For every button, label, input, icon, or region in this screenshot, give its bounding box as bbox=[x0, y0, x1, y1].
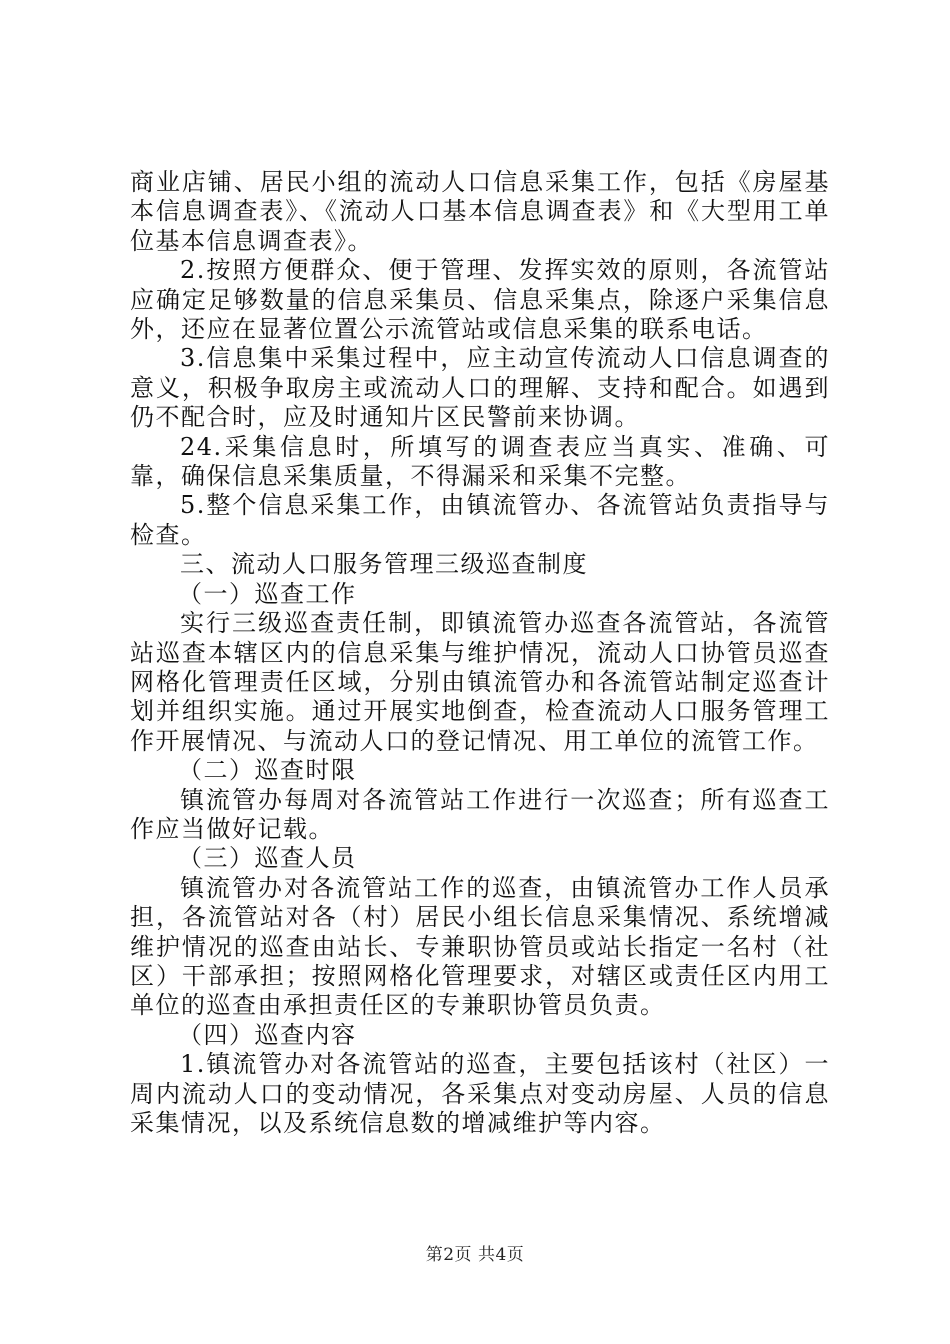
paragraph-9: 1.镇流管办对各流管站的巡查，主要包括该村（社区）一周内流动人口的变动情况，各采集点对变动房屋、人员的信息采集情况，以及系统信息数的增减维护等内容。 bbox=[130, 1050, 830, 1137]
document-body bbox=[130, 168, 830, 1138]
paragraph-3: 3.信息集中采集过程中，应主动宣传流动人口信息调查的意义，积极争取房主或流动人口的理解、支持和配合。如遇到仍不配合时，应及时通知片区民警前来协调。 bbox=[130, 344, 830, 432]
section-heading-3: 三、流动人口服务管理三级巡查制度 bbox=[180, 550, 588, 579]
subheading-3: （三）巡查人员 bbox=[178, 844, 357, 873]
paragraph-6: 实行三级巡查责任制，即镇流管办巡查各流管站，各流管站巡查本辖区内的信息采集与维护情况，流动人口协管员巡查网格化管理责任区域，分别由镇流管办和各流管站制定巡查计划并组织实施。通过开展实地倒查，检查流动人口服务管理工作开展情况、与流动人口的登记情况、用工单位的流管工作。 bbox=[130, 609, 830, 755]
subheading-1: （一）巡查工作 bbox=[178, 579, 357, 608]
paragraph-8: 镇流管办对各流管站工作的巡查，由镇流管办工作人员承担，各流管站对各（村）居民小组长信息采集情况、系统增减维护情况的巡查由站长、专兼职协管员或站长指定一名村（社区）干部承担；按照网格化管理要求，对辖区或责任区内用工单位的巡查由承担责任区的专兼职协管员负责。 bbox=[130, 873, 830, 1020]
paragraph-5: 5.整个信息采集工作，由镇流管办、各流管站负责指导与检查。 bbox=[130, 491, 830, 549]
paragraph-4: 24.采集信息时，所填写的调查表应当真实、准确、可靠，确保信息采集质量，不得漏采和采集不完整。 bbox=[130, 432, 830, 491]
paragraph-2: 2.按照方便群众、便于管理、发挥实效的原则，各流管站应确定足够数量的信息采集员、信息采集点，除逐户采集信息外，还应在显著位置公示流管站或信息采集的联系电话。 bbox=[130, 256, 830, 344]
page-footer: 第2页 共4页 bbox=[425, 1245, 525, 1265]
paragraph-1: 商业店铺、居民小组的流动人口信息采集工作，包括《房屋基本信息调查表》、《流动人口基本信息调查表》和《大型用工单位基本信息调查表》。 bbox=[130, 168, 830, 255]
subheading-4: （四）巡查内容 bbox=[178, 1020, 357, 1049]
paragraph-7: 镇流管办每周对各流管站工作进行一次巡查；所有巡查工作应当做好记载。 bbox=[130, 785, 830, 843]
subheading-2: （二）巡查时限 bbox=[178, 756, 357, 785]
